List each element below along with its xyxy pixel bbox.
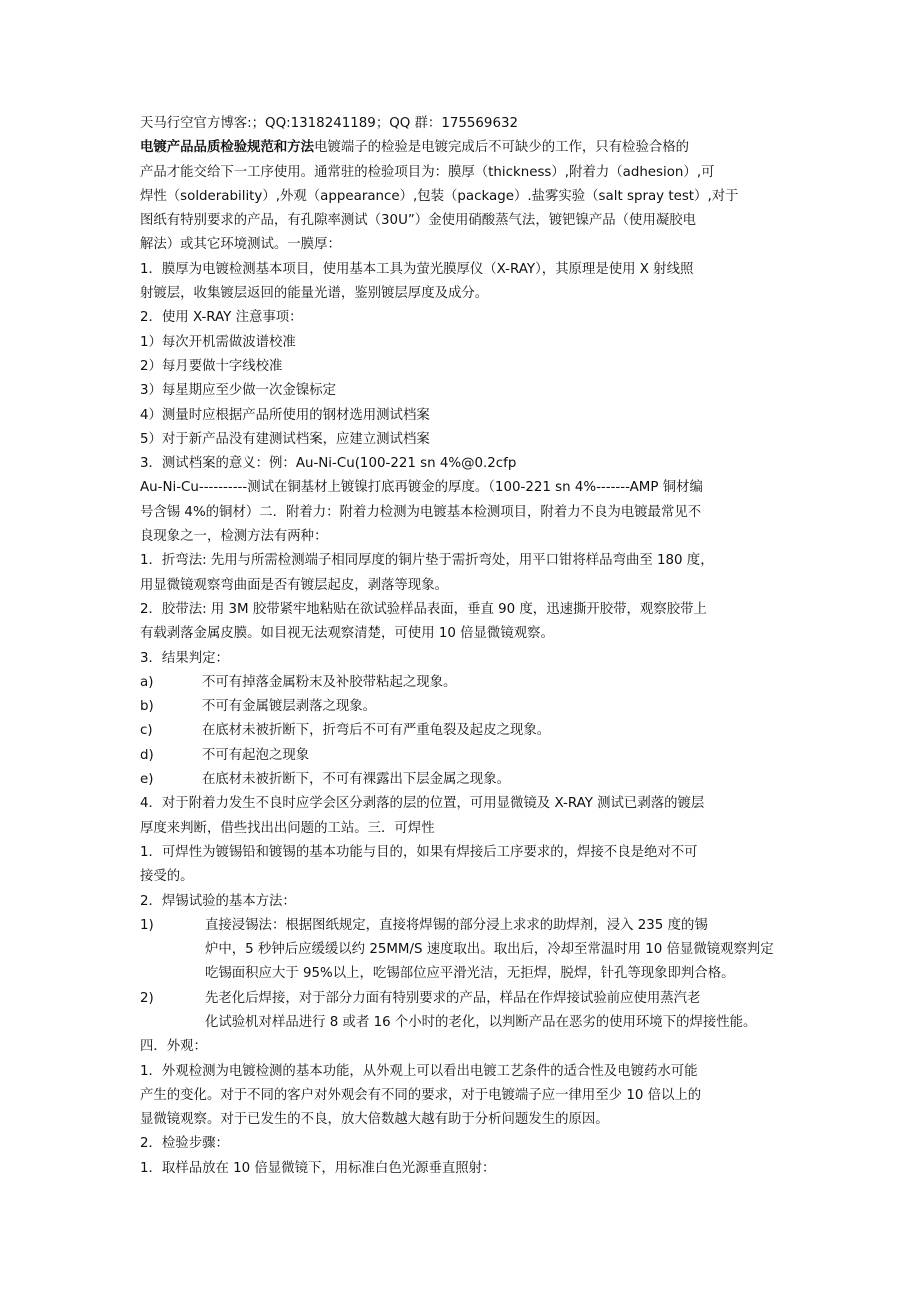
list-item — [140, 768, 790, 792]
list-item-label: a) — [140, 674, 154, 690]
doc-title: 电镀产品品质检验规范和方法 — [140, 140, 315, 156]
list-item-text: 吃锡面积应大于 95%以上，吃锡部位应平滑光洁，无拒焊，脱焊，针孔等现象即判合格。 — [205, 966, 735, 982]
header-line: 天马行空官方博客:；QQ:1318241189；QQ 群：175569632 — [140, 116, 518, 131]
text-line: 3．结果判定： — [140, 650, 229, 666]
text-line: 1．外观检测为电镀检测的基本功能，从外观上可以看出电镀工艺条件的适合性及电镀药水可能 — [140, 1063, 698, 1079]
text-line: 4．对于附着力发生不良时应学会区分剥落的层的位置，可用显微镜及 X-RAY 测试已剥落的镀层 — [140, 796, 705, 812]
text-line: 用显微镜观察弯曲面是否有镀层起皮，剥落等现象。 — [140, 577, 448, 593]
text-line: 有载剥落金属皮膜。如目视无法观察清楚，可使用 10 倍显微镜观察。 — [140, 626, 554, 642]
text-line: Au-Ni-Cu----------测试在铜基材上镀镍打底再镀金的厚度。（100-221 sn 4%-------AMP 铜材编 — [140, 480, 703, 496]
section-b — [140, 792, 790, 913]
text-line: 四．外观： — [140, 1039, 207, 1055]
list-item-label: b) — [140, 699, 154, 715]
text-line: 3）每星期应至少做一次金镍标定 — [140, 383, 336, 399]
text-line: 2．使用 X-RAY 注意事项： — [140, 310, 303, 326]
list-item — [140, 671, 790, 695]
text-line: 4）测量时应根据产品所使用的钢材选用测试档案 — [140, 407, 430, 423]
list-item — [140, 695, 790, 719]
text-line: 2．检验步骤： — [140, 1136, 229, 1152]
list-item — [140, 1011, 790, 1035]
text-line: 1．可焊性为镀锡铅和镀锡的基本功能与目的，如果有焊接后工序要求的，焊接不良是绝对不可 — [140, 844, 698, 860]
text-line: 良现象之一，检测方法有两种： — [140, 529, 328, 545]
list-item — [140, 914, 790, 938]
text-line: 2）每月要做十字线校准 — [140, 358, 283, 374]
text-line: 1．膜厚为电镀检测基本项目，使用基本工具为萤光膜厚仪（X-RAY），其原理是使用 X 射线照 — [140, 261, 694, 277]
list-item-text: 在底材未被折断下，不可有裸露出下层金属之现象。 — [202, 772, 510, 788]
text-line: 产生的变化。对于不同的客户对外观会有不同的要求，对于电镀端子应一律用至少 10 倍以上的 — [140, 1087, 702, 1103]
text-line: 号含锡 4%的铜材）二．附着力：附着力检测为电镀基本检测项目，附着力不良为电镀最常见不 — [140, 504, 702, 520]
text-line: 3．测试档案的意义：例：Au-Ni-Cu(100-221 sn 4%@0.2cfp — [140, 456, 517, 472]
text-line: 厚度来判断，借些找出出问题的工站。三．可焊性 — [140, 820, 435, 836]
list-item-label: d) — [140, 747, 154, 763]
text-line: 接受的。 — [140, 869, 194, 885]
judgement-list — [140, 671, 790, 792]
section-c — [140, 1035, 790, 1181]
list-item — [140, 719, 790, 743]
intro-text: 电镀端子的检验是电镀完成后不可缺少的工作，只有检验合格的 — [314, 140, 690, 156]
title-line — [140, 136, 790, 160]
method-list — [140, 914, 790, 1035]
text-line: 1．取样品放在 10 倍显微镜下，用标准白色光源垂直照射： — [140, 1160, 496, 1176]
list-item — [140, 962, 790, 986]
list-item-label: c) — [140, 723, 153, 739]
list-item-label: 1) — [140, 917, 154, 933]
list-item-text: 不可有起泡之现象 — [202, 747, 310, 763]
text-line: 解法）或其它环境测试。一膜厚： — [140, 237, 341, 253]
text-line: 射镀层，收集镀层返回的能量光谱，鉴别镀层厚度及成分。 — [140, 286, 489, 302]
text-line: 1）每次开机需做波谱校准 — [140, 334, 296, 350]
list-item — [140, 987, 790, 1011]
list-item-label: e) — [140, 772, 154, 788]
list-item-label: 2) — [140, 990, 154, 1006]
text-line: 显微镜观察。对于已发生的不良，放大倍数越大越有助于分析问题发生的原因。 — [140, 1112, 609, 1128]
document-body — [140, 112, 790, 1181]
list-item-text: 不可有掉落金属粉末及补胶带粘起之现象。 — [202, 674, 457, 690]
list-item-text: 先老化后焊接，对于部分力面有特别要求的产品，样品在作焊接试验前应使用蒸汽老 — [205, 990, 701, 1006]
list-item-text: 化试验机对样品进行 8 或者 16 个小时的老化，以判断产品在恶劣的使用环境下的焊接性能。 — [205, 1014, 757, 1030]
list-item-text: 在底材未被折断下，折弯后不可有严重龟裂及起皮之现象。 — [202, 723, 551, 739]
list-item-text: 不可有金属镀层剥落之现象。 — [202, 699, 377, 715]
text-line: 产品才能交给下一工序使用。通常驻的检验项目为：膜厚（thickness）,附着力（adhesion）,可 — [140, 164, 715, 180]
list-item — [140, 744, 790, 768]
list-item — [140, 938, 790, 962]
text-line: 焊性（solderability）,外观（appearance）,包装（package）.盐雾实验（salt spray test）,对于 — [140, 188, 739, 204]
list-item-text: 直接浸锡法：根据图纸规定，直接将焊锡的部分浸上求求的助焊剂，浸入 235 度的锡 — [205, 917, 708, 933]
text-line: 2．胶带法: 用 3M 胶带紧牢地粘贴在欲试验样品表面，垂直 90 度，迅速撕开胶带，观察胶带上 — [140, 601, 707, 617]
section-a — [140, 161, 790, 671]
text-line: 1．折弯法: 先用与所需检测端子相同厚度的铜片垫于需折弯处，用平口钳将样品弯曲至 180 度， — [140, 553, 714, 569]
text-line: 2．焊锡试验的基本方法： — [140, 893, 296, 909]
list-item-text: 炉中，5 秒钟后应缓缓以约 25MM/S 速度取出。取出后，冷却至常温时用 10 倍显微镜观察判定 — [205, 942, 774, 958]
text-line: 5）对于新产品没有建测试档案，应建立测试档案 — [140, 431, 430, 447]
text-line: 图纸有特别要求的产品，有孔隙率测试（30U”）金使用硝酸蒸气法，镀钯镍产品（使用凝胶电 — [140, 213, 697, 229]
